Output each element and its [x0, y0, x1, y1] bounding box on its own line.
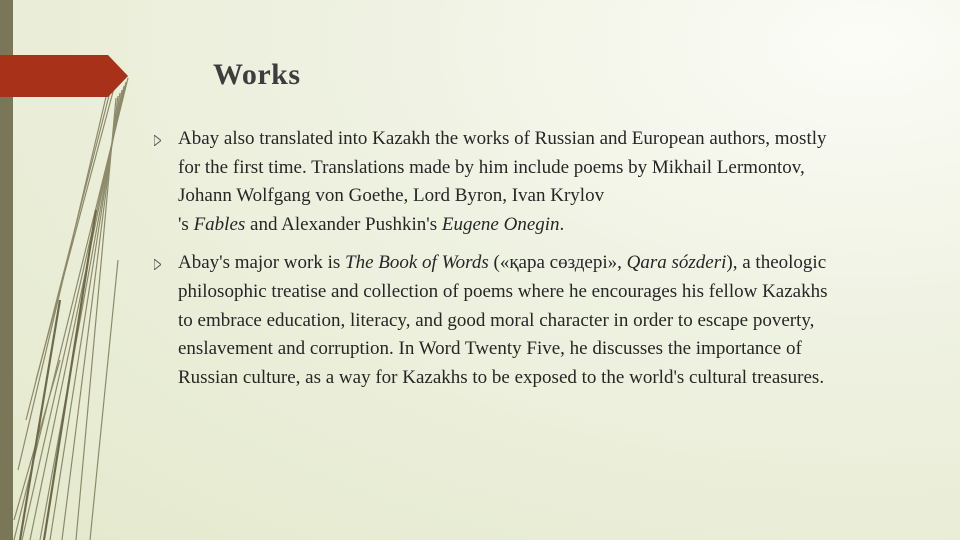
bullet-text: Abay also translated into Kazakh the works of Russian and European authors, mostly for the first time. Translations made by him include poems by Mikhail Lermontov, [178, 128, 827, 178]
italic-title-eugene-onegin: Eugene Onegin [441, 213, 560, 235]
bullet-text: («қара сөздері», [488, 252, 627, 274]
italic-title-qara-sozderi: Qara sózderi [626, 252, 727, 274]
bullet-text: Abay's major work is [178, 252, 346, 274]
bullet-text: Johann Wolfgang von Goethe, Lord Byron, Ivan Krylov [178, 185, 605, 207]
title-accent-tab [0, 55, 128, 97]
bullet-text: 's [178, 213, 194, 235]
italic-title-fables: Fables [193, 213, 246, 235]
arrow-bullet-icon [154, 259, 161, 270]
arrow-bullet-icon [154, 135, 161, 146]
slide-content [150, 125, 840, 402]
bullet-text: and Alexander Pushkin's [245, 213, 442, 235]
bullet-text: . [559, 213, 565, 235]
bullet-text: ), a theologic philosophic treatise and collection of poems where he encourages his fellow Kazakhs to embrace education, literacy, and good moral character in order to escape poverty, enslavement and corruption. In Word Twenty Five, he discusses the importance of Russian culture, as a way for Kazakhs to be exposed to the world's cultural treasures. [178, 252, 828, 388]
bullet-paragraph-translations [150, 125, 840, 239]
italic-title-book-of-words: The Book of Words [345, 252, 489, 274]
slide-title: Works [213, 58, 301, 91]
bullet-paragraph-major-work [150, 249, 840, 392]
